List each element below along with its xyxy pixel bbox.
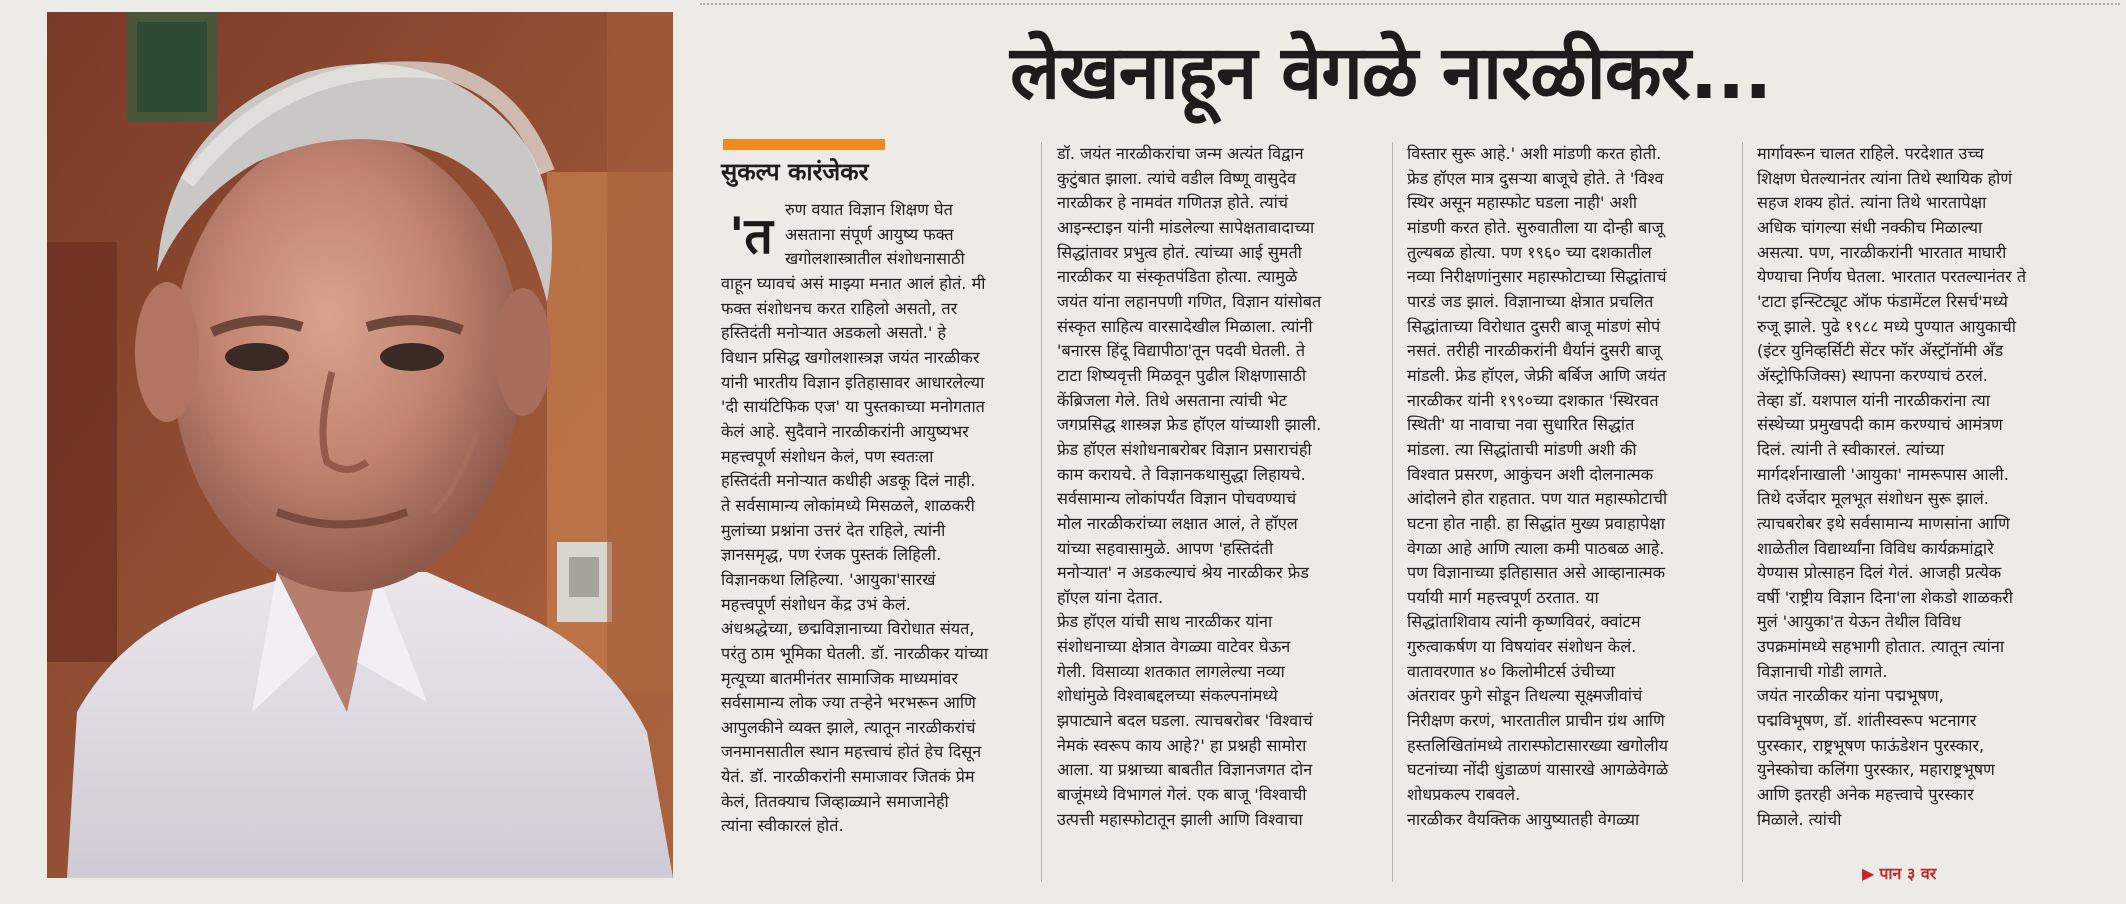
continued-on-page xyxy=(1862,862,1936,886)
article-column-3: विस्तार सुरू आहे.' अशी मांडणी करत होती. फ्रेड हॉएल मात्र दुसऱ्या बाजूचे होते. ते 'विश्व स्थिर असून महास्फोट घडला नाही' अशी मांडणी करत होते. सुरुवातीला या दोन्ही बाजू तुल्यबळ होत्या. पण १९६० च्या दशकातील नव्या निरीक्षणांनुसार महास्फोटाच्या सिद्धांताचं पारडं जड झालं. विज्ञानाच्या क्षेत्रात प्रचलित सिद्धांताच्या विरोधात दुसरी बाजू मांडणं सोपं नसतं. तरीही नारळीकरांनी धैर्यानं दुसरी बाजू मांडली. फ्रेड हॉएल, जेफ्री बर्बिज आणि जयंत नारळीकर यांनी १९९०च्या दशकात 'स्थिरवत स्थिती' या नावाचा नवा सुधारित सिद्धांत मांडला. त्या सिद्धांताची मांडणी अशी की विश्वात प्रसरण, आकुंचन अशी दोलनात्मक आंदोलने होत राहतात. पण यात महास्फोटाची घटना होत नाही. हा सिद्धांत मुख्य प्रवाहापेक्षा वेगळा आहे आणि त्याला कमी पाठबळ आहे. पण विज्ञानाच्या इतिहासात असे आव्हानात्मक पर्यायी मार्ग महत्त्वपूर्ण ठरतात. या सिद्धांताशिवाय त्यांनी कृष्णविवरं, क्वांटम गुरुत्वाकर्षण या विषयांवर संशोधन केलं. वातावरणात ४० किलोमीटर्स उंचीच्या अंतरावर फुगे सोडून तिथल्या सूक्ष्मजीवांचं निरीक्षण करणं, भारतातील प्राचीन ग्रंथ आणि हस्तलिखितांमध्ये तारास्फोटासारख्या खगोलीय घटनांच्या नोंदी धुंडाळणं यासारखे आगळेवेगळे शोधप्रकल्प राबवले. नारळीकर वैयक्तिक आयुष्यातही वेगळ्या xyxy=(1407,144,1669,829)
top-dotted-rule xyxy=(700,3,2120,5)
article-column-1: वाहून घ्यावचं असं माझ्या मनात आलं होतं. मी फक्त संशोधनच करत राहिलो असतो, तर हस्तिदंती मनोऱ्यात अडकलो असतो.' हे विधान प्रसिद्ध खगोलशास्त्रज्ञ जयंत नारळीकर यांनी भारतीय विज्ञान इतिहासावर आधारलेल्या 'दी सायंटिफिक एज' या पुस्तकाच्या मनोगतात केलं आहे. सुदैवाने नारळीकरांनी आयुष्यभर महत्त्वपूर्ण संशोधन केलं, पण स्वतःला हस्तिदंती मनोऱ्यात कधीही अडकू दिलं नाही. ते सर्वसामान्य लोकांमध्ये मिसळले, शाळकरी मुलांच्या प्रश्नांना उत्तरं देत राहिले, त्यांनी ज्ञानसमृद्ध, पण रंजक पुस्तकं लिहिली. विज्ञानकथा लिहिल्या. 'आयुका'सारखं महत्त्वपूर्ण संशोधन केंद्र उभं केलं. अंधश्रद्धेच्या, छद्मविज्ञानाच्या विरोधात संयत, परंतु ठाम भूमिका घेतली. डॉ. नारळीकर यांच्या मृत्यूच्या बातमीनंतर सामाजिक माध्यमांवर सर्वसामान्य लोक ज्या तऱ्हेने भरभरून आणि आपुलकीने व्यक्त झाले, त्यातून नारळीकरांचं जनमानसातील स्थान महत्त्वाचं होतं हेच दिसून येतं. डॉ. नारळीकरांनी समाजावर जितकं प्रेम केलं, तितक्याच जिव्हाळ्याने समाजानेही त्यांना स्वीकारलं होतं. xyxy=(721,274,989,836)
portrait-illustration xyxy=(47,12,673,878)
headline: लेखनाहून वेगळे नारळीकर... xyxy=(1010,30,1772,116)
byline-accent-bar xyxy=(723,139,885,150)
article-lead: रुण वयात विज्ञान शिक्षण घेत असताना संपूर्ण आयुष्य फक्त खगोलशास्त्रातील संशोधनासाठी xyxy=(785,200,965,269)
article-column-2: डॉ. जयंत नारळीकरांचा जन्म अत्यंत विद्वान कुटुंबात झाला. त्यांचे वडील विष्णू वासुदेव नारळीकर हे नामवंत गणितज्ञ होते. त्यांचं आइन्स्टाइन यांनी मांडलेल्या सापेक्षतावादाच्या सिद्धांतावर प्रभुत्व होतं. त्यांच्या आई सुमती नारळीकर या संस्कृतपंडिता होत्या. त्यामुळे जयंत यांना लहानपणी गणित, विज्ञान यांसोबत संस्कृत साहित्य वारसादेखील मिळाला. त्यांनी 'बनारस हिंदू विद्यापीठा'तून पदवी घेतली. ते टाटा शिष्यवृत्ती मिळवून पुढील शिक्षणासाठी केंब्रिजला गेले. तिथे असताना त्यांची भेट जगप्रसिद्ध शास्त्रज्ञ फ्रेड हॉएल यांच्याशी झाली. फ्रेड हॉएल संशोधनाबरोबर विज्ञान प्रसाराचंही काम करायचे. ते विज्ञानकथासुद्धा लिहायचे. सर्वसामान्य लोकांपर्यंत विज्ञान पोचवण्याचं मोल नारळीकरांच्या लक्षात आलं, ते हॉएल यांच्या सहवासामुळे. आपण 'हस्तिदंती मनोऱ्यात' न अडकल्याचं श्रेय नारळीकर फ्रेड हॉएल यांना देतात. फ्रेड हॉएल यांची साथ नारळीकर यांना संशोधनाच्या क्षेत्रात वेगळ्या वाटेवर घेऊन गेली. विसाव्या शतकात लागलेल्या नव्या शोधांमुळे विश्वाबद्दलच्या संकल्पनांमध्ये झपाट्याने बदल घडला. त्याचबरोबर 'विश्वाचं नेमकं स्वरूप काय आहे?' हा प्रश्नही सामोरा आला. या प्रश्नाच्या बाबतीत विज्ञानजगत दोन बाजूंमध्ये विभागलं गेलं. एक बाजू 'विश्वाची उत्पत्ती महास्फोटातून झाली आणि विश्वाचा xyxy=(1057,144,1322,829)
portrait-photo xyxy=(47,12,673,878)
byline-author: सुकल्प कारंजेकर xyxy=(721,158,869,186)
column-divider xyxy=(1392,142,1393,882)
drop-cap: 'त xyxy=(729,207,773,265)
article-column-4: मार्गावरून चालत राहिले. परदेशात उच्च शिक्षण घेतल्यानंतर त्यांना तिथे स्थायिक होणं सहज शक्य होतं. त्यांना तिथे भारतापेक्षा अधिक चांगल्या संधी नक्कीच मिळाल्या असत्या. पण, नारळीकरांनी भारतात माघारी येण्याचा निर्णय घेतला. भारतात परतल्यानंतर ते 'टाटा इन्स्टिट्यूट ऑफ फंडामेंटल रिसर्च'मध्ये रुजू झाले. पुढे १९८८ मध्ये पुण्यात आयुकाची (इंटर युनिव्हर्सिटी सेंटर फॉर ॲस्ट्रॉनॉमी ॲंड ॲस्ट्रोफिजिक्स) स्थापना करण्याचं ठरलं. तेव्हा डॉ. यशपाल यांनी नारळीकरांना त्या संस्थेच्या प्रमुखपदी काम करण्याचं आमंत्रण दिलं. त्यांनी ते स्वीकारलं. त्यांच्या मार्गदर्शनाखाली 'आयुका' नामरूपास आली. तिथे दर्जेदार मूलभूत संशोधन सुरू झालं. त्याचबरोबर इथे सर्वसामान्य माणसांना आणि शाळेतील विद्यार्थ्यांना विविध कार्यक्रमांद्वारे येण्यास प्रोत्साहन दिलं गेलं. आजही प्रत्येक वर्षी 'राष्ट्रीय विज्ञान दिना'ला शेकडो शाळकरी मुलं 'आयुका'त येऊन तेथील विविध उपक्रमांमध्ये सहभागी होतात. त्यातून त्यांना विज्ञानाची गोडी लागते. जयंत नारळीकर यांना पद्मभूषण, पद्मविभूषण, डॉ. शांतीस्वरूप भटनागर पुरस्कार, राष्ट्रभूषण फाऊंडेशन पुरस्कार, युनेस्कोचा कलिंगा पुरस्कार, महाराष्ट्रभूषण आणि इतरही अनेक महत्त्वाचे पुरस्कार मिळाले. त्यांची xyxy=(1757,144,2027,829)
continued-arrow-icon: ▶ xyxy=(1862,864,1875,883)
column-divider xyxy=(1742,142,1743,882)
column-divider xyxy=(1041,142,1042,882)
continued-label: पान ३ वर xyxy=(1879,864,1937,883)
